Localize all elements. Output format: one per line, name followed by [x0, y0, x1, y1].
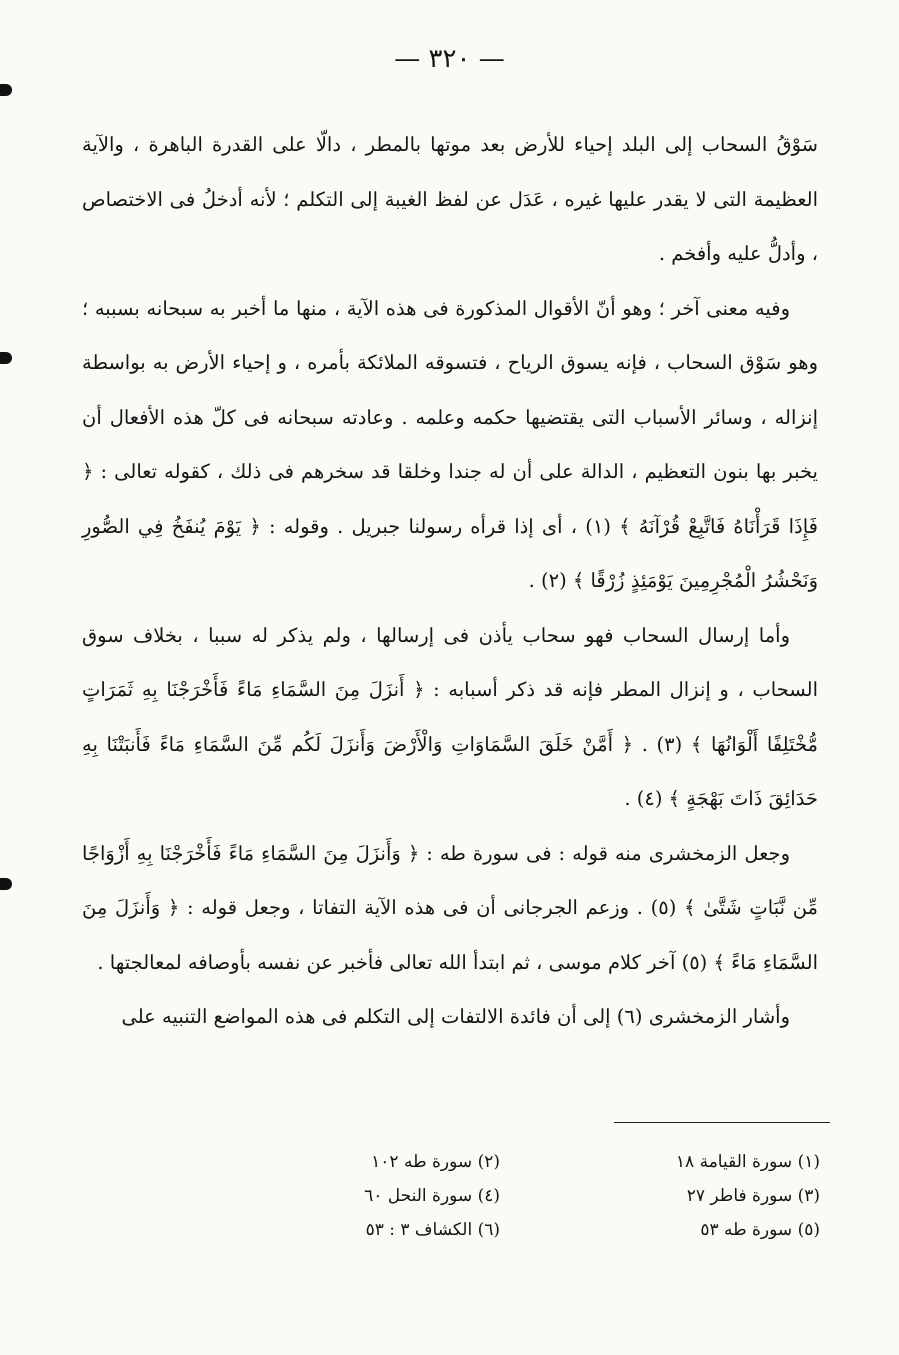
footnote: (٥) سورة طه ٥٣: [700, 1220, 820, 1240]
footnotes-right-column: [520, 1145, 820, 1247]
paragraph: وفيه معنى آخر ؛ وهو أنّ الأقوال المذكورة فى هذه الآية ، منها ما أخبر به سبحانه بسببه ؛ وهو سَوْق السحاب ، فإنه يسوق الرياح ، فتسوقه الملائكة بأمره ، و إحياء الأرض به بواسطة إنزاله ، وسائر الأسباب التى يقتضيها حكمه وعلمه . وعادته سبحانه فى كلّ هذه الأفعال أن يخبر بها بنون التعظيم ، الدالة على أن له جندا وخلقا قد سخرهم فى ذلك ، كقوله تعالى : ﴿ فَإِذَا قَرَأْنَاهُ فَاتَّبِعْ قُرْآنَهُ ﴾ (١) ، أى إذا قرأه رسولنا جبريل . وقوله : ﴿ يَوْمَ يُنفَخُ فِي الصُّورِ وَنَحْشُرُ الْمُجْرِمِينَ يَوْمَئِذٍ زُرْقًا ﴾ (٢) .: [82, 296, 818, 592]
footnote: (٤) سورة النحل ٦٠: [364, 1186, 500, 1206]
paragraph: وأما إرسال السحاب فهو سحاب يأذن فى إرسالها ، ولم يذكر له سببا ، بخلاف سوق السحاب ، و إنزال المطر فإنه قد ذكر أسبابه : ﴿ أَنزَلَ مِنَ السَّمَاءِ مَاءً فَأَخْرَجْنَا بِهِ ثَمَرَاتٍ مُّخْتَلِفًا أَلْوَانُهَا ﴾ (٣) . ﴿ أَمَّنْ خَلَقَ السَّمَاوَاتِ وَالْأَرْضَ وَأَنزَلَ لَكُم مِّنَ السَّمَاءِ مَاءً فَأَنبَتْنَا بِهِ حَدَائِقَ ذَاتَ بَهْجَةٍ ﴾ (٤) .: [82, 623, 818, 810]
footnote: (٦) الكشاف ٣ : ٥٣: [365, 1220, 500, 1240]
scan-edge-mark: [0, 878, 12, 890]
page-number: — ٣٢٠ —: [394, 44, 505, 74]
footnote: (١) سورة القيامة ١٨: [675, 1152, 820, 1172]
scan-edge-mark: [0, 352, 12, 364]
footnote-separator: [614, 1122, 830, 1123]
footnote: (٣) سورة فاطر ٢٧: [686, 1186, 820, 1206]
paragraph: وجعل الزمخشرى منه قوله : فى سورة طه : ﴿ وَأَنزَلَ مِنَ السَّمَاءِ مَاءً فَأَخْرَجْنَا بِهِ أَزْوَاجًا مِّن نَّبَاتٍ شَتَّىٰ ﴾ (٥) . وزعم الجرجانى أن فى هذه الآية التفاتا ، وجعل قوله : ﴿ وَأَنزَلَ مِنَ السَّمَاءِ مَاءً ﴾ (٥) آخر كلام موسى ، ثم ابتدأ الله تعالى فأخبر عن نفسه بأوصافه لمعالجتها .: [82, 841, 819, 974]
body-text: [82, 118, 818, 1045]
scan-edge-mark: [0, 84, 12, 96]
footnotes-left-column: [200, 1145, 500, 1247]
paragraph: سَوْقُ السحاب إلى البلد إحياء للأرض بعد موتها بالمطر ، دالّا على القدرة الباهرة ، والآية العظيمة التى لا يقدر عليها غيره ، عَدَل عن لفظ الغيبة إلى التكلم ؛ لأنه أدخلُ فى الاختصاص ، وأدلُّ عليه وأفخم .: [82, 133, 818, 265]
paragraph: وأشار الزمخشرى (٦) إلى أن فائدة الالتفات إلى التكلم فى هذه المواضع التنبيه على: [121, 1005, 790, 1028]
footnote: (٢) سورة طه ١٠٢: [371, 1152, 500, 1172]
